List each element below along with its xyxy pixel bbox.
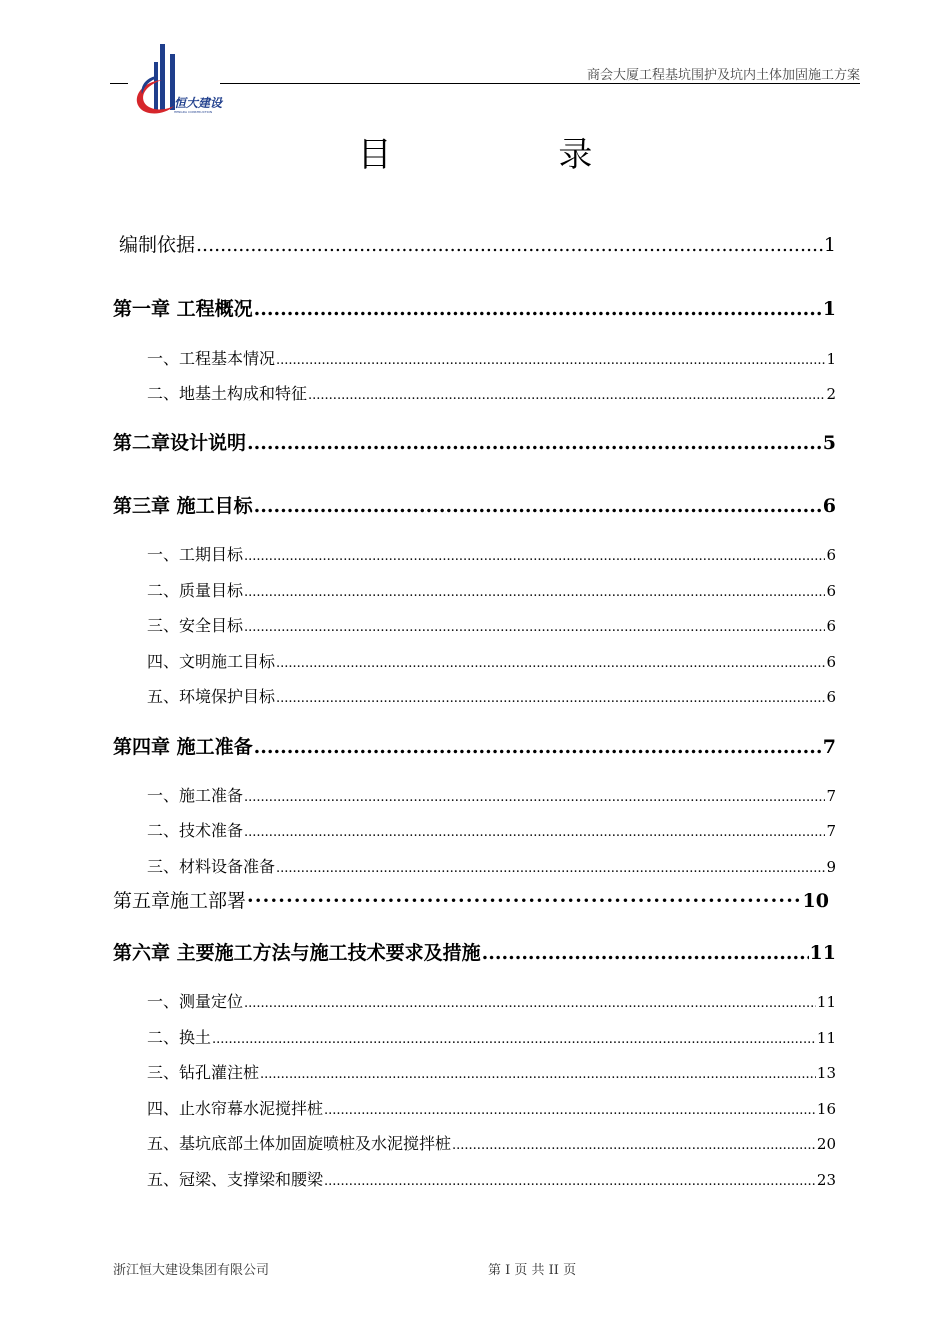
toc-entry-label: 第一章 工程概况 [113, 298, 253, 320]
toc-entry[interactable] [113, 294, 836, 321]
toc-entry[interactable] [113, 428, 836, 455]
toc-entry-label: 三、钻孔灌注桩 [147, 1063, 260, 1082]
toc-dot-leader [244, 825, 825, 840]
toc-entry-page: 11 [816, 1029, 836, 1047]
toc-entry-page: 5 [822, 432, 836, 454]
toc-entry[interactable] [147, 613, 836, 636]
toc-dot-leader [254, 495, 822, 517]
toc-dot-leader [212, 1032, 816, 1047]
toc-entry-label: 二、质量目标 [147, 581, 244, 600]
toc-entry[interactable] [147, 542, 836, 565]
toc-entry-page: 7 [826, 822, 836, 840]
toc-dot-leader [308, 388, 825, 403]
toc-entry-label: 一、工程基本情况 [147, 349, 276, 368]
toc-entry-page: 1 [826, 350, 836, 368]
toc-entry[interactable] [119, 230, 836, 257]
toc-entry-page: 6 [826, 653, 836, 671]
toc-entry-label: 三、安全目标 [147, 616, 244, 635]
toc-entry-label: 四、文明施工目标 [147, 652, 276, 671]
toc-entry-page: 9 [826, 858, 836, 876]
toc-entry-page: 7 [826, 787, 836, 805]
toc-entry-page: 11 [816, 993, 836, 1011]
toc-entry[interactable] [147, 1025, 836, 1048]
toc-entry-label: 第二章设计说明 [113, 432, 247, 454]
toc-entry-page: 13 [816, 1064, 836, 1082]
toc-dot-leader [247, 890, 802, 912]
toc-entry[interactable] [147, 818, 836, 841]
toc-entry[interactable] [113, 886, 829, 913]
toc-entry[interactable] [147, 684, 836, 707]
toc-entry-label: 三、材料设备准备 [147, 857, 276, 876]
toc-entry-label: 一、施工准备 [147, 786, 244, 805]
toc-entry-page: 6 [826, 582, 836, 600]
toc-entry[interactable] [147, 1131, 836, 1154]
toc-entry-page: 16 [816, 1100, 836, 1118]
toc-dot-leader [482, 942, 809, 964]
toc-entry-page: 6 [826, 546, 836, 564]
toc-entry-page: 10 [802, 890, 829, 912]
toc-dot-leader [324, 1174, 816, 1189]
toc-entry[interactable] [147, 989, 836, 1012]
toc-dot-leader [254, 736, 822, 758]
toc-entry-page: 6 [826, 688, 836, 706]
toc-entry[interactable] [113, 938, 836, 965]
toc-entry-page: 1 [822, 298, 836, 320]
toc-entry[interactable] [147, 1060, 836, 1083]
toc-dot-leader [244, 620, 825, 635]
toc-dot-leader [244, 790, 825, 805]
footer-page-info: 第 I 页 共 II 页 [488, 1263, 577, 1278]
toc-entry-label: 一、测量定位 [147, 992, 244, 1011]
toc-entry[interactable] [147, 381, 836, 404]
toc-entry-page: 20 [816, 1135, 836, 1153]
toc-dot-leader [247, 432, 822, 454]
toc-entry-label: 二、技术准备 [147, 821, 244, 840]
toc-entry-page: 23 [816, 1171, 836, 1189]
toc-entry-label: 五、冠梁、支撑梁和腰梁 [147, 1170, 324, 1189]
toc-entry-label: 二、地基土构成和特征 [147, 384, 308, 403]
toc-entry-label: 一、工期目标 [147, 545, 244, 564]
toc-entry-page: 1 [823, 234, 836, 256]
toc-dot-leader [324, 1103, 816, 1118]
toc-entry[interactable] [147, 649, 836, 672]
toc-dot-leader [276, 691, 825, 706]
toc-dot-leader [244, 549, 825, 564]
toc-entry-page: 7 [822, 736, 836, 758]
toc-entry[interactable] [147, 578, 836, 601]
toc-entry-label: 四、止水帘幕水泥搅拌桩 [147, 1099, 324, 1118]
toc-dot-leader [254, 298, 822, 320]
toc-dot-leader [276, 656, 825, 671]
toc-entry-label: 五、基坑底部土体加固旋喷桩及水泥搅拌桩 [147, 1134, 452, 1153]
toc-entry-label: 第六章 主要施工方法与施工技术要求及措施 [113, 942, 481, 964]
toc-entry-page: 2 [826, 385, 836, 403]
toc-entry-label: 第三章 施工目标 [113, 495, 253, 517]
toc-entry[interactable] [113, 491, 836, 518]
toc-entry[interactable] [147, 1096, 836, 1119]
logo-text: 恒大建设 [174, 96, 223, 110]
toc-dot-leader [276, 861, 825, 876]
toc-entry[interactable] [147, 783, 836, 806]
logo-subtext: HENGDA CONSTRUCTION [174, 110, 213, 114]
toc-entry-page: 11 [809, 942, 836, 964]
toc-dot-leader [276, 353, 825, 368]
toc-entry[interactable] [113, 732, 836, 759]
toc-entry-page: 6 [826, 617, 836, 635]
toc-entry-label: 编制依据 [119, 234, 196, 256]
header-document-title: 商会大厦工程基坑围护及坑内土体加固施工方案 [586, 68, 860, 83]
toc-entry[interactable] [147, 1167, 836, 1190]
toc-dot-leader [244, 585, 825, 600]
toc-entry-page: 6 [822, 495, 836, 517]
toc-dot-leader [260, 1067, 816, 1082]
toc-entry[interactable] [147, 854, 836, 877]
toc-entry-label: 第四章 施工准备 [113, 736, 253, 758]
toc-entry-label: 二、换土 [147, 1028, 212, 1047]
toc-dot-leader [244, 996, 816, 1011]
toc-dot-leader [452, 1138, 816, 1153]
toc-dot-leader [196, 234, 823, 256]
page-title: 目 录 [357, 135, 671, 175]
toc-entry[interactable] [147, 346, 836, 369]
footer-company: 浙江恒大建设集团有限公司 [113, 1263, 270, 1278]
toc-entry-label: 五、环境保护目标 [147, 687, 276, 706]
toc-entry-label: 第五章施工部署 [113, 890, 247, 912]
